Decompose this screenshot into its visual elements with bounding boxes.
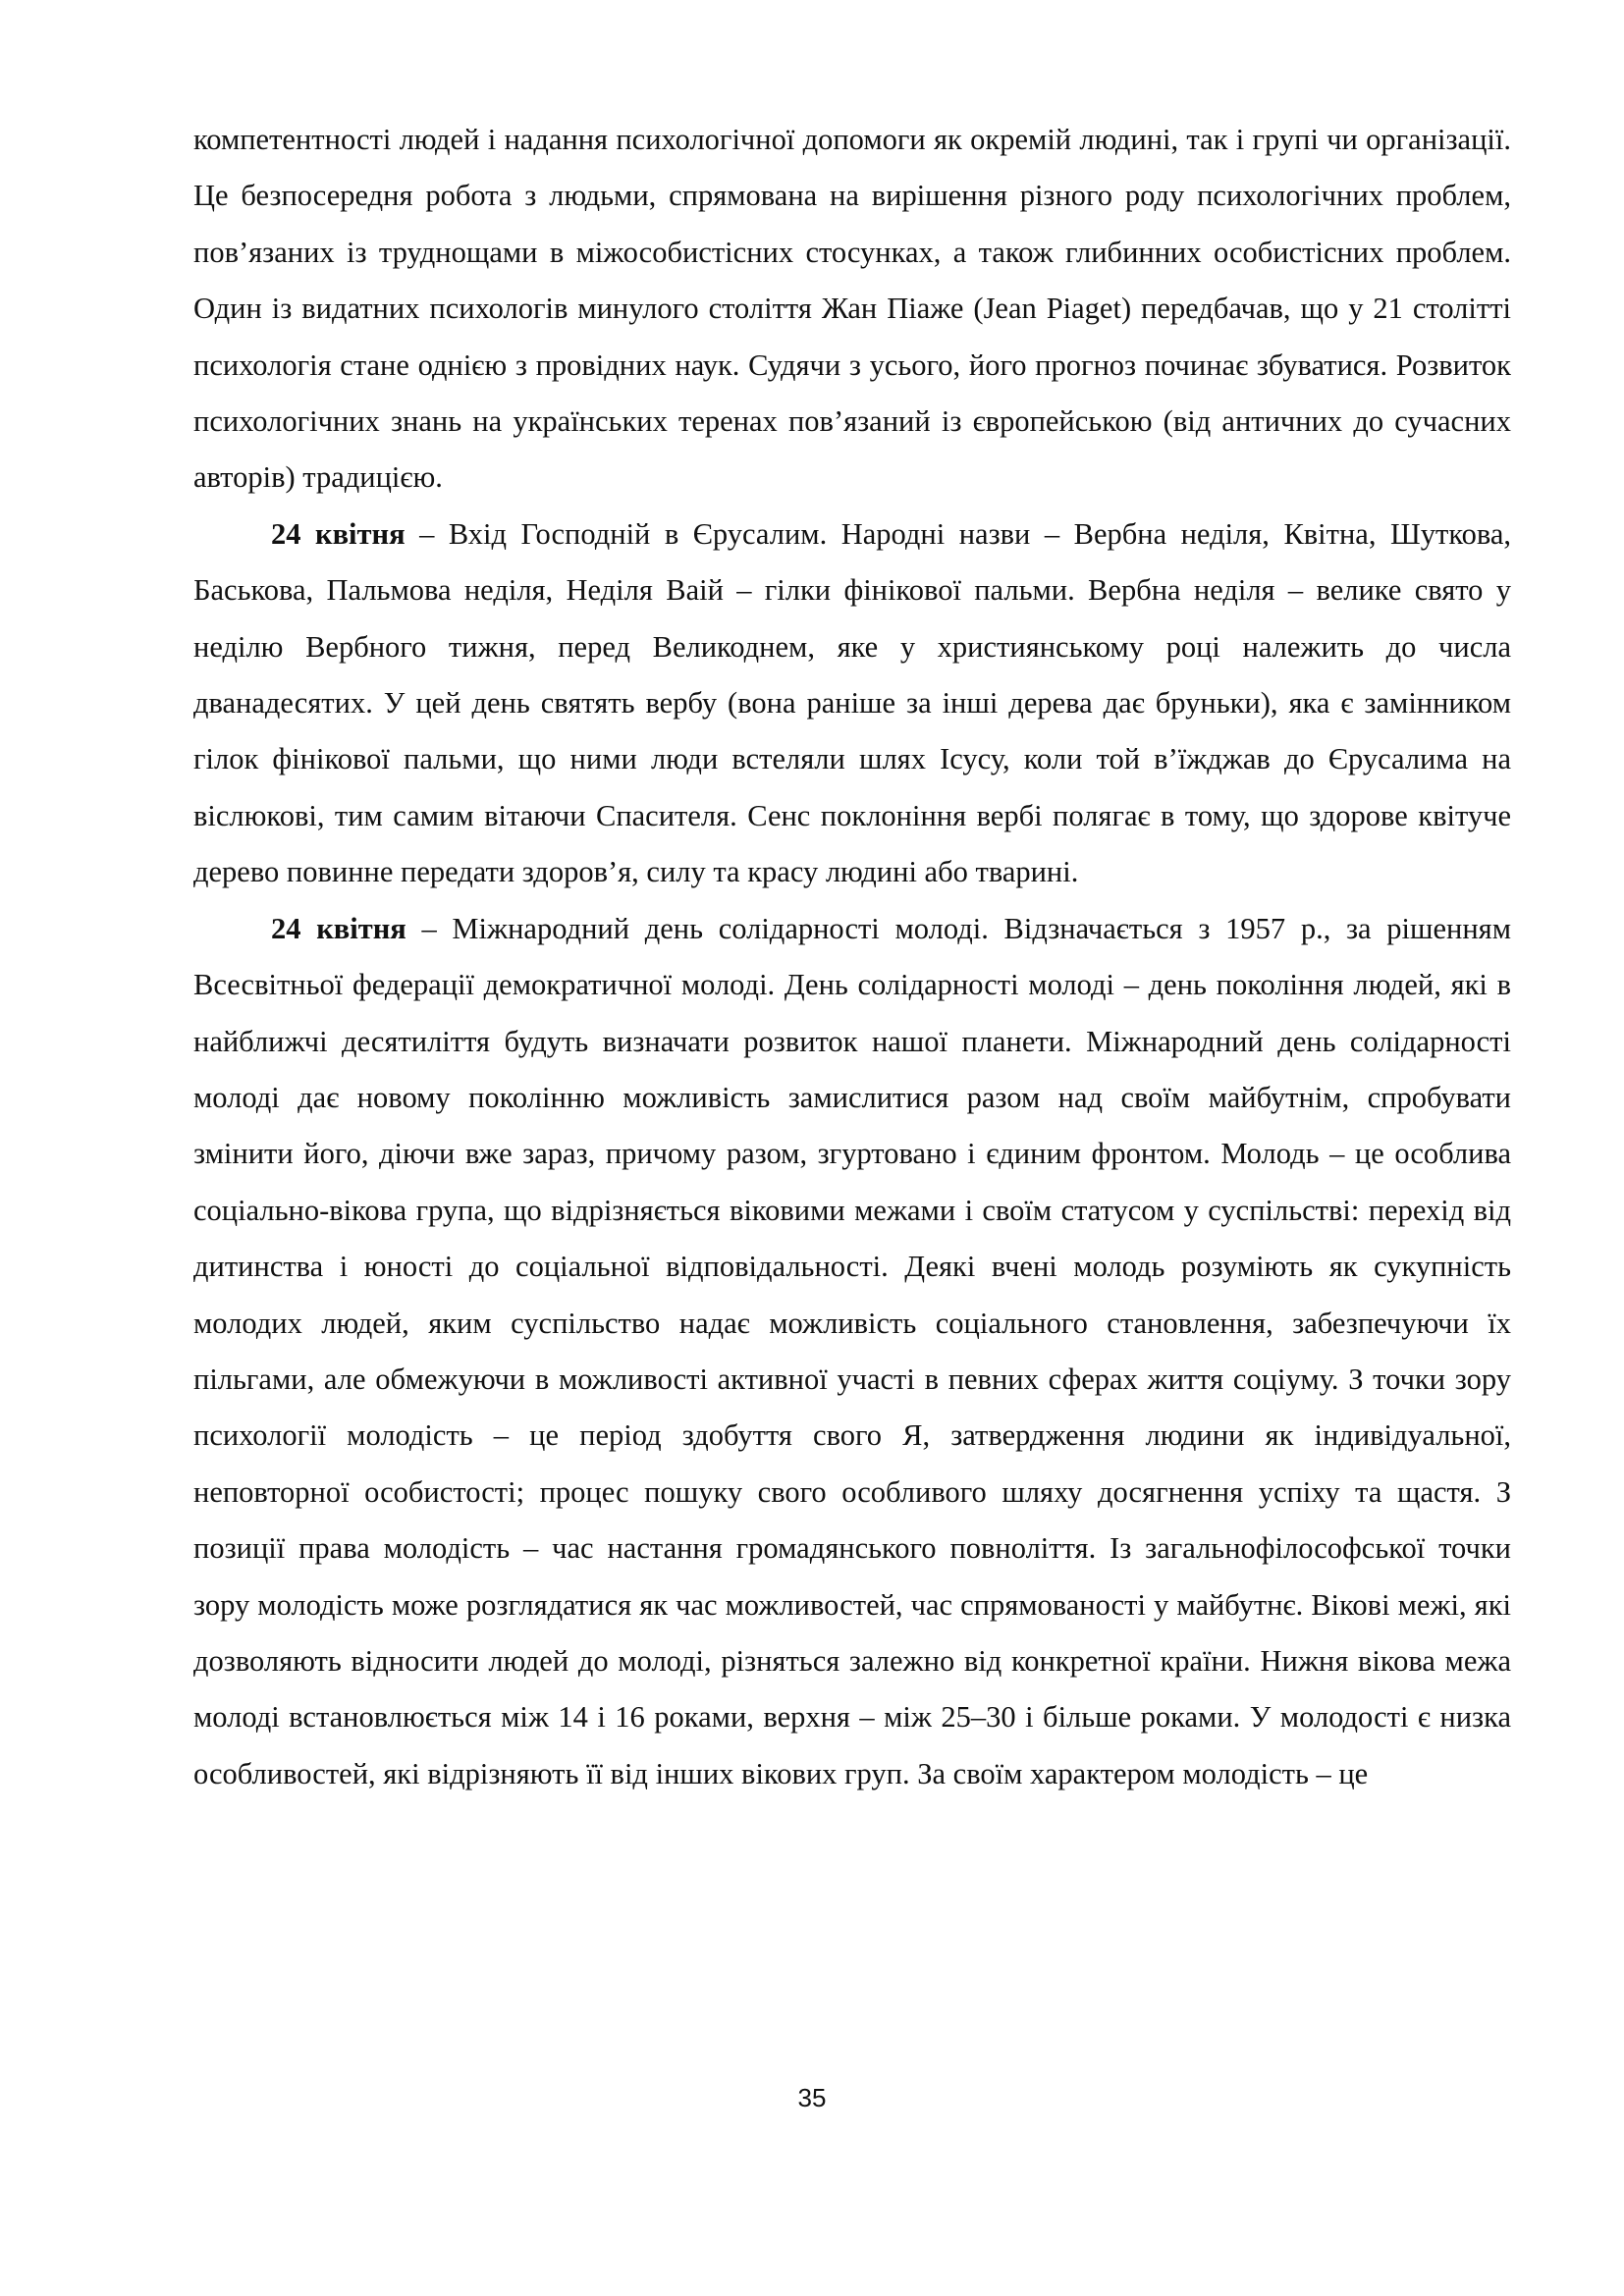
- date-lead: 24 квітня: [271, 516, 406, 551]
- document-body: [193, 112, 1511, 1802]
- paragraph-text: компетентності людей і надання психологічної допомоги як окремій людині, так і групі чи організації. Це безпосередня робота з людьми, спрямована на вирішення різного роду психологічних проблем, пов’язаних із труднощами в міжособистісних стосунках, а також глибинних особистісних проблем. Один із видатних психологів минулого століття Жан Піаже (Jean Piaget) передбачав, що у 21 столітті психологія стане однією з провідних наук. Судячи з усього, його прогноз починає збуватися. Розвиток психологічних знань на українських теренах пов’язаний із європейською (від античних до сучасних авторів) традицією.: [193, 123, 1511, 495]
- paragraph-palm-sunday: [193, 507, 1511, 901]
- paragraph-text: – Вхід Господній в Єрусалим. Народні назви – Вербна неділя, Квітна, Шуткова, Баськова, Пальмова неділя, Неділя Ваій – гілки фінікової пальми. Вербна неділя – велике свято у неділю Вербного тижня, перед Великоднем, яке у християнському році належить до числа дванадесятих. У цей день святять вербу (вона раніше за інші дерева дає бруньки), яка є замінником гілок фінікової пальми, що ними люди встеляли шлях Ісусу, коли той в’їжджав до Єрусалима на віслюкові, тим самим вітаючи Спасителя. Сенс поклоніння вербі полягає в тому, що здорове квітуче дерево повинне передати здоров’я, силу та красу людині або тварині.: [193, 516, 1512, 889]
- date-lead: 24 квітня: [271, 911, 406, 945]
- paragraph-text: – Міжнародний день солідарності молоді. Відзначається з 1957 р., за рішенням Всесвітньої федерації демократичної молоді. День солідарності молоді – день покоління людей, які в найближчі десятиліття будуть визначати розвиток нашої планети. Міжнародний день солідарності молоді дає новому поколінню можливість замислитися разом над своїм майбутнім, спробувати змінити його, діючи вже зараз, причому разом, згуртовано і єдиним фронтом. Молодь – це особлива соціально-вікова група, що відрізняється віковими межами і своїм статусом у суспільстві: перехід від дитинства і юності до соціальної відповідальності. Деякі вчені молодь розуміють як сукупність молодих людей, яким суспільство надає можливість соціального становлення, забезпечуючи їх пільгами, але обмежуючи в можливості активної участі в певних сферах життя соціуму. З точки зору психології молодість – це період здобуття свого Я, затвердження людини як індивідуальної, неповторної особистості; процес пошуку свого особливого шляху досягнення успіху та щастя. З позиції права молодість – час настання громадянського повноліття. Із загальнофілософської точки зору молодість може розглядатися як час можливостей, час спрямованості у майбутнє. Вікові межі, які дозволяють відносити людей до молоді, різняться залежно від конкретної країни. Нижня вікова межа молоді встановлюється між 14 і 16 роками, верхня – між 25–30 і більше роками. У молодості є низка особливостей, які відрізняють її від інших вікових груп. За своїм характером молодість – це: [193, 911, 1512, 1790]
- paragraph-continuation: [193, 112, 1511, 507]
- page-number: 35: [797, 2083, 827, 2112]
- paragraph-youth-solidarity-day: [193, 901, 1511, 1803]
